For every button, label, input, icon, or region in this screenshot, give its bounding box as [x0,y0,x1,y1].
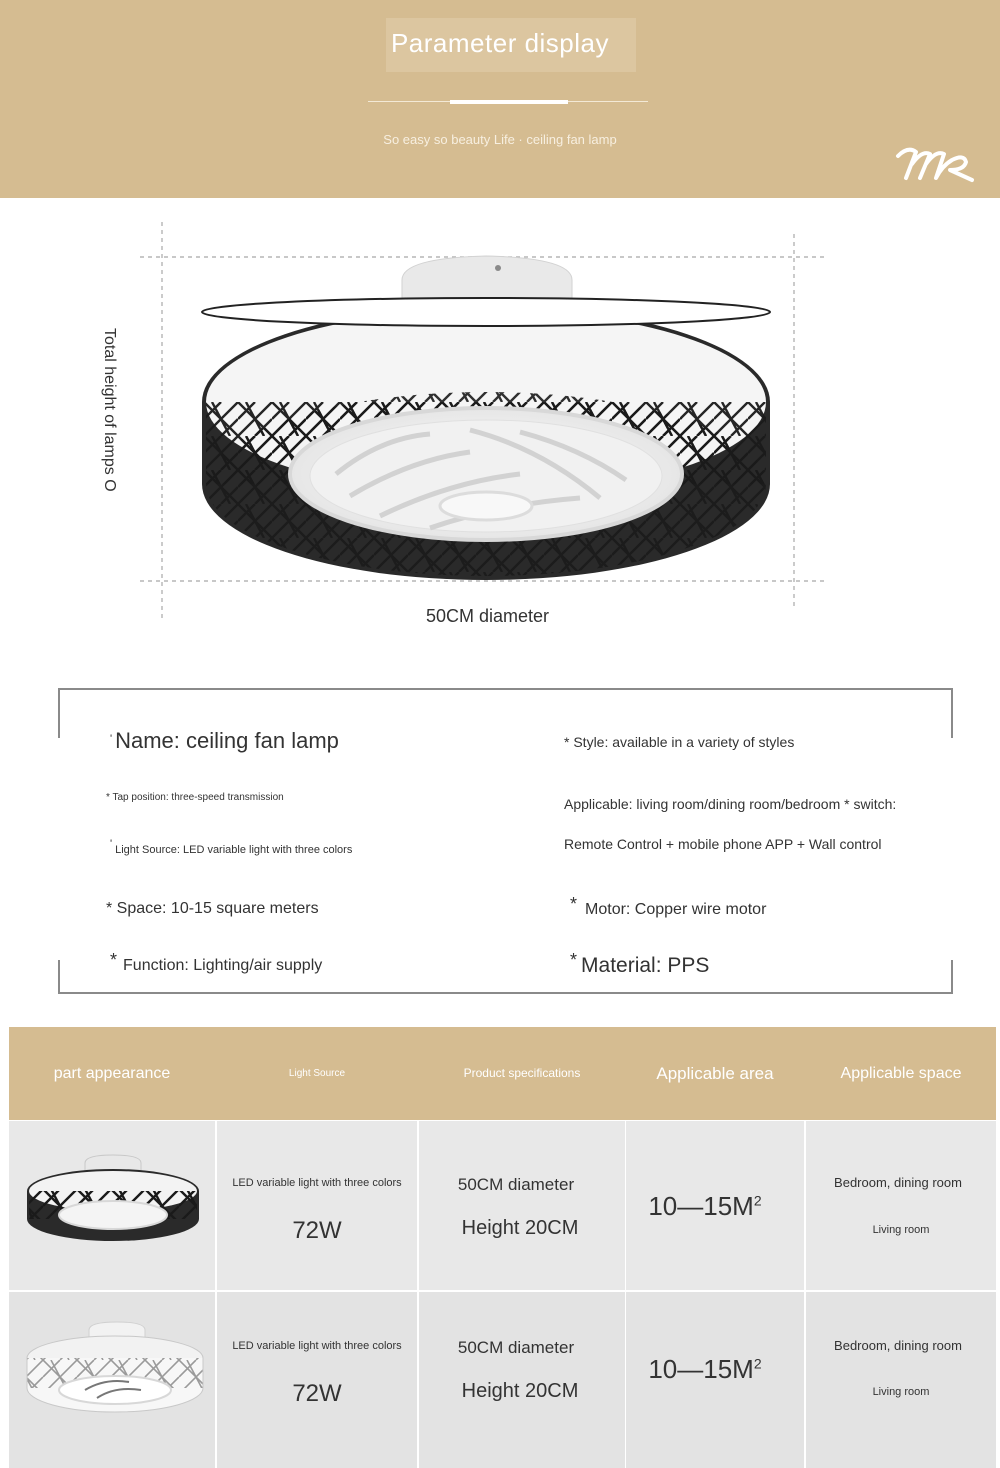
table-row [9,1121,996,1290]
spec-style: * Style: available in a variety of styles [564,734,795,750]
specification-panel [58,688,953,994]
space-primary: Bedroom, dining room [834,1338,962,1353]
spec-diameter: 50CM diameter [457,1338,575,1357]
th-product-specifications: Product specifications [463,1066,581,1080]
panel-top-border [58,688,953,690]
panel-corner-tr [951,688,953,738]
spec-switch-detail: Remote Control + mobile phone APP + Wall control [564,836,882,852]
cell-specifications [419,1292,625,1468]
table-row [9,1292,996,1468]
spec-applicable: Applicable: living room/dining room/bedroom * switch: [564,796,897,812]
spec-height: Height 20CM [461,1380,579,1402]
cell-light-source [217,1121,417,1290]
spec-motor: * Motor: Copper wire motor [570,894,767,918]
area-value: $10—15M^2$ [648,1354,762,1384]
spec-height: Height 20CM [461,1217,579,1239]
space-primary: Bedroom, dining room [834,1175,962,1190]
lamp-thumbnail-white [9,1292,215,1468]
area-value: $10—15M^2$ [648,1191,762,1221]
spec-light-source: ' Light Source: LED variable light with three colors [110,838,353,856]
product-dimension-illustration [0,198,1000,658]
th-applicable-area: Applicable area [656,1064,774,1083]
cell-applicable-space [806,1292,996,1468]
product-table [9,1027,996,1468]
cell-appearance [9,1121,215,1290]
light-power: 72W [292,1380,342,1407]
th-part-appearance: part appearance [53,1065,171,1082]
spec-tap-position: * Tap position: three-speed transmission [106,792,284,803]
page-subtitle: So easy so beauty Life · ceiling fan lamp [383,132,617,147]
cell-applicable-space [806,1121,996,1290]
space-secondary: Living room [872,1224,930,1236]
mr-logo-icon [892,138,982,188]
cell-applicable-area [626,1292,804,1468]
panel-corner-br [951,960,953,994]
spec-space: * Space: 10-15 square meters [106,900,319,917]
table-header [9,1027,996,1120]
light-power: 72W [292,1217,342,1244]
panel-corner-bl [58,960,60,994]
space-secondary: Living room [872,1386,930,1398]
title-divider-accent [450,100,568,104]
cell-applicable-area [626,1121,804,1290]
lamp-drawing [0,198,1000,658]
page-title: Parameter display [390,28,610,58]
lamp-thumbnail-black [9,1121,215,1290]
header-banner [0,0,1000,198]
th-applicable-space: Applicable space [840,1065,962,1082]
light-description: LED variable light with three colors [232,1177,402,1189]
diameter-dimension-label: 50CM diameter [425,606,550,626]
panel-bottom-border [58,992,953,994]
spec-material: * Material: PPS [570,950,710,977]
cell-light-source [217,1292,417,1468]
spec-name: ' Name: ceiling fan lamp [110,728,339,753]
light-description: LED variable light with three colors [232,1340,402,1352]
spec-function: * Function: Lighting/air supply [110,950,323,974]
height-dimension-label: Total height of lamps O [101,328,118,492]
cell-appearance [9,1292,215,1468]
th-light-source: Light Source [288,1068,346,1079]
spec-diameter: 50CM diameter [457,1175,575,1194]
panel-corner-tl [58,688,60,738]
cell-specifications [419,1121,625,1290]
